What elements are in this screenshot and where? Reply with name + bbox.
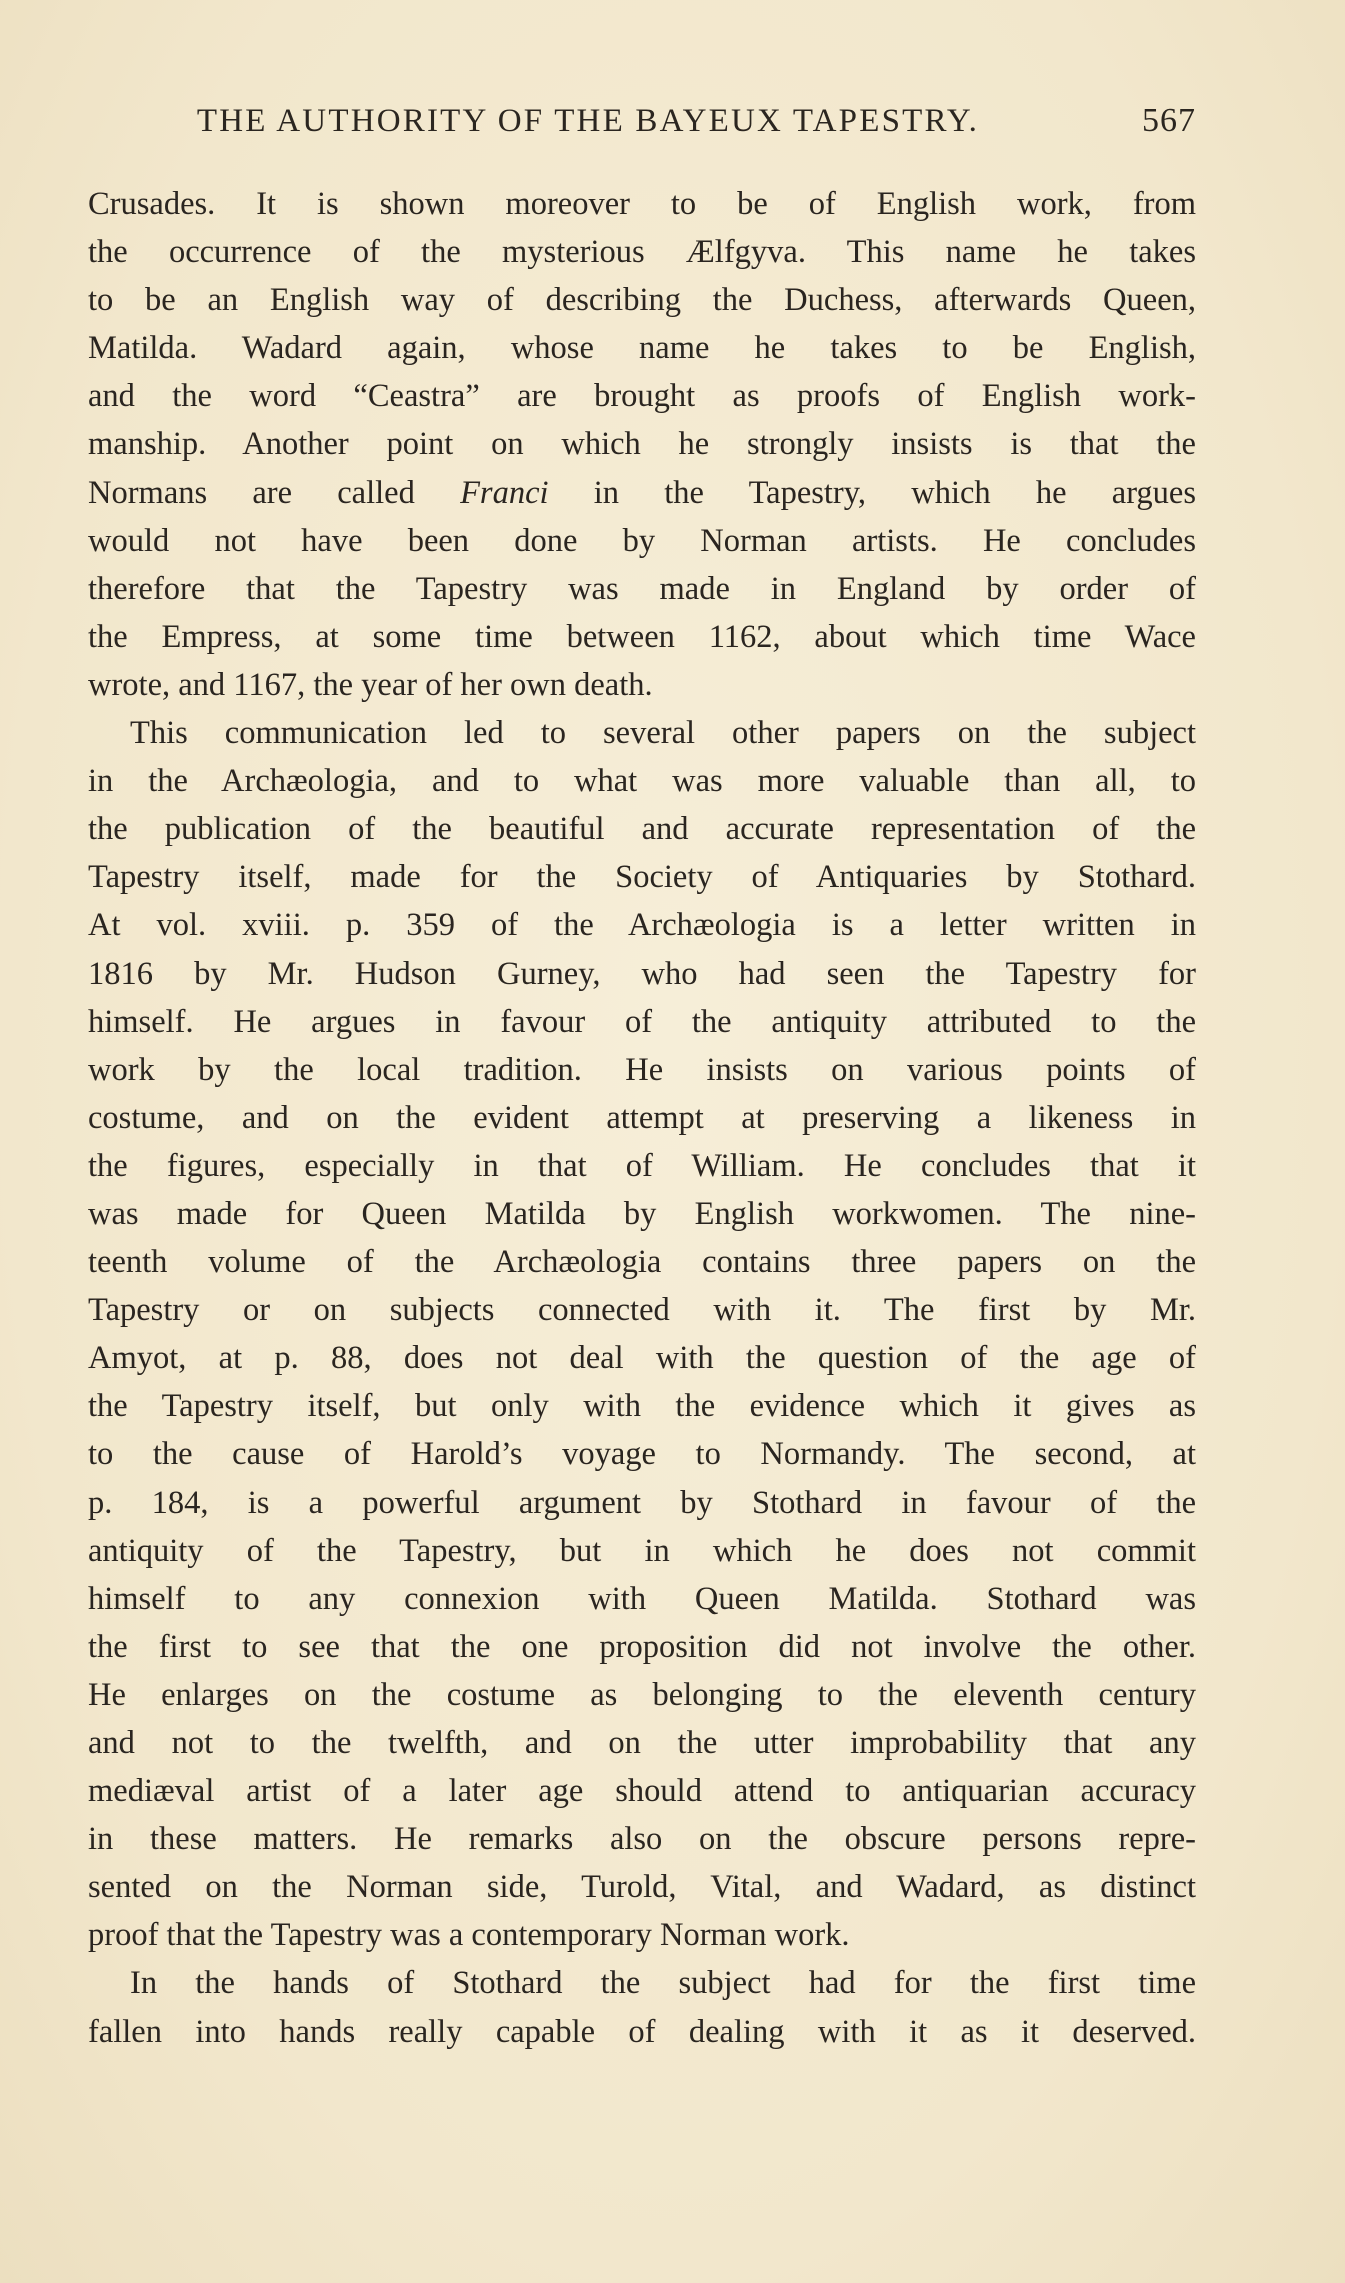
text-line: the occurrence of the mysterious Ælfgyva. This name he takes	[88, 234, 1196, 271]
text-line: himself. He argues in favour of the antiquity attributed to the	[88, 1003, 1196, 1040]
text-line: mediæval artist of a later age should attend to antiquarian accuracy	[88, 1773, 1196, 1810]
body-text	[88, 180, 1196, 2056]
text-line: the publication of the beautiful and accurate representation of the	[88, 811, 1196, 848]
text-line: Normans are called Franci in the Tapestry, which he argues	[88, 474, 1197, 511]
text-line: manship. Another point on which he strongly insists is that the	[88, 426, 1196, 463]
text-line: wrote, and 1167, the year of her own death.	[88, 666, 653, 703]
text-line: would not have been done by Norman artists. He concludes	[88, 522, 1196, 559]
text-line: Tapestry itself, made for the Society of Antiquaries by Stothard.	[88, 859, 1196, 896]
text-line: therefore that the Tapestry was made in England by order of	[88, 570, 1196, 607]
text-line: He enlarges on the costume as belonging to the eleventh century	[88, 1676, 1196, 1713]
text-line: fallen into hands really capable of dealing with it as it deserved.	[88, 2013, 1196, 2050]
text-line: the Tapestry itself, but only with the evidence which it gives as	[88, 1388, 1196, 1425]
paragraph-1	[88, 180, 1196, 709]
text-line: Tapestry or on subjects connected with it. The first by Mr.	[88, 1292, 1196, 1329]
running-title: THE AUTHORITY OF THE BAYEUX TAPESTRY.	[196, 103, 980, 139]
text-line: teenth volume of the Archæologia contains three papers on the	[88, 1244, 1196, 1281]
text-line: the first to see that the one proposition did not involve the other.	[88, 1628, 1196, 1665]
text-line: Crusades. It is shown moreover to be of English work, from	[88, 186, 1196, 222]
page-number: 567	[1142, 102, 1196, 139]
text-line: work by the local tradition. He insists on various points of	[88, 1051, 1196, 1088]
text-line: proof that the Tapestry was a contemporary Norman work.	[88, 1917, 850, 1954]
text-line: costume, and on the evident attempt at preserving a likeness in	[88, 1099, 1196, 1136]
text-line: 1816 by Mr. Hudson Gurney, who had seen the Tapestry for	[88, 955, 1196, 992]
text-line: himself to any connexion with Queen Matilda. Stothard was	[88, 1580, 1196, 1617]
text-line: sented on the Norman side, Turold, Vital, and Wadard, as distinct	[88, 1869, 1196, 1906]
text-line: This communication led to several other papers on the subject	[130, 715, 1196, 752]
text-line: was made for Queen Matilda by English workwomen. The nine-	[88, 1195, 1196, 1232]
text-line: the Empress, at some time between 1162, about which time Wace	[88, 618, 1196, 655]
text-line: In the hands of Stothard the subject had for the first time	[130, 1965, 1196, 2002]
text-line: in these matters. He remarks also on the obscure persons repre-	[88, 1821, 1196, 1858]
text-line: and the word “Ceastra” are brought as proofs of English work-	[88, 378, 1196, 415]
text-line: to be an English way of describing the Duchess, afterwards Queen,	[88, 282, 1196, 319]
text-line: antiquity of the Tapestry, but in which he does not commit	[88, 1532, 1196, 1569]
text-line: the figures, especially in that of William. He concludes that it	[88, 1147, 1196, 1184]
text-line: and not to the twelfth, and on the utter improbability that any	[88, 1725, 1196, 1761]
text-line: At vol. xviii. p. 359 of the Archæologia is a letter written in	[88, 907, 1196, 944]
text-line: p. 184, is a powerful argument by Stothard in favour of the	[88, 1484, 1196, 1521]
paragraph-2	[88, 709, 1196, 1959]
text-line: in the Archæologia, and to what was more valuable than all, to	[88, 763, 1196, 800]
text-line: to the cause of Harold’s voyage to Normandy. The second, at	[88, 1436, 1196, 1473]
text-line: Amyot, at p. 88, does not deal with the question of the age of	[88, 1340, 1196, 1377]
text-line: Matilda. Wadard again, whose name he takes to be English,	[88, 330, 1196, 367]
running-head	[88, 96, 1196, 146]
paragraph-3	[88, 1959, 1196, 2055]
